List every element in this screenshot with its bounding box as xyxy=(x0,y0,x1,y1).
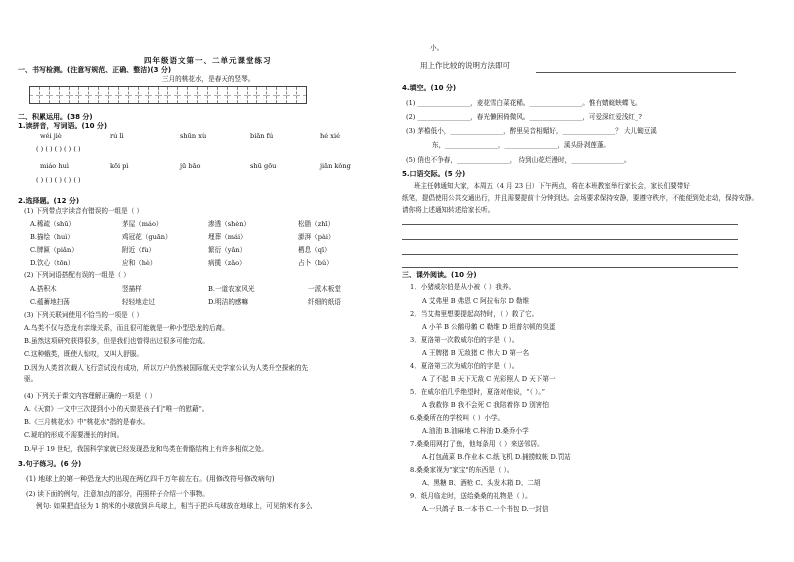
reading-q3-options: A 王牌猪 B 无敌猪 C 伟大 D 第一名 xyxy=(422,349,530,357)
option: 栖息（qī） xyxy=(298,246,331,254)
q3-heading: 3.句子练习。(6 分) xyxy=(18,460,82,468)
option: 繁衍（yǎn） xyxy=(208,246,247,254)
section3-heading: 三、课外阅读。(10 分) xyxy=(402,271,477,279)
q5-heading: 5.口语交际。(5 分) xyxy=(402,170,466,178)
reading-q5: 5．在威尔伯几乎绝望时，夏洛对他说，“（ ）。” xyxy=(410,388,546,396)
q2-4-D: D.早于 19 世纪，我国科学家就已经发现恐龙和鸟类在骨骼结构上有许多相似之处。 xyxy=(24,445,268,453)
reading-q5-options: A 我救你 B 我不会死 C 我陪着你 D 别害怕 xyxy=(422,401,549,409)
pinyin-item: miáo huì xyxy=(40,162,69,170)
q3-1: (1) 地球上的第一种恐龙大约出现在两亿四千万年前左右。(用修改符号修改病句) xyxy=(26,475,275,483)
pinyin-item: biān fú xyxy=(250,132,274,140)
q5-text-2: 纸笔，提倡使用公共交通出行，并且需要提前十分钟到达。会场要求保持安静，要遵守秩序，不能便到处走动，保持安静。 xyxy=(402,194,759,202)
q5-text-3: 请你将上述通知转述给家长听。 xyxy=(402,206,495,214)
option: 松脂（zhī） xyxy=(298,220,335,228)
answer-brackets-2[interactable]: ( ) ( ) ( ) ( ) ( ) xyxy=(36,176,81,184)
copy-text: 三月的桃花水，是春天的竖琴。 xyxy=(162,75,255,83)
option: 渗透（shèn） xyxy=(208,220,251,228)
reading-q1: 1．小猪威尔伯是从小被（ ）我养。 xyxy=(410,283,516,291)
writing-grid[interactable] xyxy=(29,86,307,104)
option: B.描绘（huì） xyxy=(30,233,74,241)
option: 轻轻地走过 xyxy=(122,298,155,306)
answer-line[interactable] xyxy=(402,224,738,225)
q2-heading: 2.选择题。(12 分) xyxy=(18,197,80,205)
q2-1-stem: (1) 下列带点字读音有错误的一组是（ ） xyxy=(24,207,144,215)
q4-heading: 4.填空。(10 分) xyxy=(402,84,457,92)
q2-4-A: A.《天窗》一文中三次提到小小的天窗是孩子们"唯一的慰藉"。 xyxy=(24,405,209,413)
answer-line[interactable] xyxy=(536,72,736,73)
section1-heading: 一、书写检测。(注意写规范、正确、整洁)(3 分) xyxy=(18,66,172,74)
option: D.饮心（tōn） xyxy=(30,259,75,267)
reading-q7: 7.桑桑用网打了鱼，他每条用（ ）来送邻居。 xyxy=(410,440,544,448)
reading-q1-options: A 艾弗里 B 弗恩 C 阿拉布尔 D 勒维 xyxy=(422,297,530,305)
option: 纤细的纸语 xyxy=(308,298,341,306)
q2-3-D-line2: 驱。 xyxy=(24,375,38,383)
q2-1-row xyxy=(30,220,368,228)
q2-2-row xyxy=(30,298,378,306)
option: 占卜（bǔ） xyxy=(298,259,333,267)
pinyin-item: shū gōu xyxy=(250,162,277,170)
reading-q4-options: A 了不起 B 天下无敌 C 光彩照人 D 天下第一 xyxy=(422,375,556,383)
pinyin-row-1 xyxy=(40,132,380,140)
q2-4-C: C.琥珀的形成不需要漫长的时间。 xyxy=(24,431,124,439)
option: 一派木板堂 xyxy=(308,285,341,293)
q2-1-row xyxy=(30,259,368,267)
pinyin-item: jū bāo xyxy=(180,162,201,170)
option: 茅屋（máo） xyxy=(122,220,163,228)
reading-q6-options: A.油油 B.油麻地 C.梓油 D.桑乔小学 xyxy=(422,427,529,435)
q4-3: (3) 茅檐低小，________________，醉里吴音相媚好，________________？ 大儿锄豆溪 xyxy=(406,127,657,135)
q4-1: (1) ________________，麦花雪白菜花稀。________________。惟有蜻蜓蛱蝶飞。 xyxy=(406,99,642,107)
option: 澎湃（pài） xyxy=(298,233,335,241)
q3-example-line2: 小。 xyxy=(430,44,444,52)
reading-q8: 8.桑桑家视为"家宝"的东西是（ ）。 xyxy=(410,466,514,474)
reading-q3: 3．夏洛第一次救威尔伯的字是（ ）。 xyxy=(410,336,519,344)
option: 竖描样 xyxy=(122,285,142,293)
q2-3-D-line1: D.因为人类首次载人飞行尝试没有成功，所以万户仍然被国际航天史学家公认为人类升空探索的先 xyxy=(24,364,309,372)
q2-3-C: C.这种蛾类，既使人惊叹，又叫人舒服。 xyxy=(24,350,143,358)
answer-line[interactable] xyxy=(402,267,738,268)
q2-3-stem: (3) 下列关联词使用不恰当的一项是（ ） xyxy=(24,311,144,319)
answer-line[interactable] xyxy=(402,239,738,240)
q2-3-A: A.鸟类不仅与恐龙有亲缘关系，而且很可能就是一种小型恐龙的后裔。 xyxy=(24,324,229,332)
section2-heading: 二、积累运用。(38 分) xyxy=(18,113,93,121)
option: B.一道农家风光 xyxy=(208,285,255,293)
q4-3b: 东，________________，________________，溪头卧剥莲蓬。 xyxy=(432,141,611,149)
pinyin-item: jiān kǒng xyxy=(320,162,351,170)
pinyin-item: hé xié xyxy=(320,132,340,140)
pinyin-item: kōi pì xyxy=(110,162,129,170)
q4-2: (2) ________________，春光懒困倚微风。________________，可爱深红爱浅红_? xyxy=(406,113,642,121)
option: A.搭积木 xyxy=(30,285,57,293)
option: A.稀疏（shū） xyxy=(30,220,76,228)
option: 埋葬（mái） xyxy=(208,233,247,241)
q3-example-line1: 例句: 如果把直径为 1 纳米的小球放到乒乓球上，相当于把乒乓球放在地球上，可见纳米有多么 xyxy=(36,502,313,510)
pinyin-row-2 xyxy=(40,162,380,170)
reading-q2-options: A 小羊 B 公鹅母鹅 C 勒维 D 坦普尔顿的臭蛋 xyxy=(422,323,556,331)
q2-2-row xyxy=(30,285,378,293)
reading-q2: 2．当艾弗里想要提起高特时，（ ）救了它。 xyxy=(410,310,539,318)
reading-q4: 4．夏洛第三次为威尔伯的字是（ ）。 xyxy=(410,362,519,370)
q2-1-row xyxy=(30,246,368,254)
q1-heading: 1.读拼音，写词语。(10 分) xyxy=(18,122,108,130)
q4-5: (5) 俏也不争春，________________， 待到山花烂漫时，________________。 xyxy=(406,156,631,164)
q2-4-B: B.《三月桃花水》中"桃花水"指的是春水。 xyxy=(24,418,150,426)
reading-q9-options: A.一只鸽子 B.一本书 C.一个书包 D.一封信 xyxy=(422,505,549,513)
pinyin-item: wéi jiè xyxy=(40,132,62,140)
page-title: 四年级语文第一、二单元课堂练习 xyxy=(144,56,272,65)
q2-1-row xyxy=(30,233,368,241)
reading-q7-options: A.打包蔬菜 B.作业本 C.纸飞机 D.捕捞蚊帐 D.罚站 xyxy=(422,453,571,461)
reading-q8-options: A、黑糖 B、酒枪 C、头发木箱 D、二胡 xyxy=(422,479,541,487)
pinyin-item: shūn xù xyxy=(180,132,207,140)
option: 应和（hè） xyxy=(122,259,157,267)
q2-4-stem: (4) 下列关于课文内容理解正确的一项是（ ） xyxy=(24,392,157,400)
option: 附近（fù） xyxy=(122,246,156,254)
option: 病揽（zǎo） xyxy=(208,259,246,267)
method-hint: 用上作比较的说明方法即可 xyxy=(420,61,510,70)
option: C.蕴蓄地扫荡 xyxy=(30,298,70,306)
option: D.明洁的感嘛 xyxy=(208,298,249,306)
option: C.牌匾（piǎn） xyxy=(30,246,78,254)
reading-q6: 6.桑桑所在的学校叫（ ）小学。 xyxy=(410,414,505,422)
answer-line[interactable] xyxy=(402,254,738,255)
q3-2: (2) 读下面的例句，注意加点的部分，再照样子介绍一个事物。 xyxy=(26,490,209,498)
q5-text-1: 班主任韩通知大家，本周五（4 月 23 日）下午两点，将在本班教室举行家长会，家长们要带好 xyxy=(414,182,691,190)
pinyin-item: rú lì xyxy=(110,132,124,140)
reading-q9: 9．纸月临走时，送给桑桑的礼物是（ ）。 xyxy=(410,492,532,500)
q2-3-B: B.虽然这项研究获得很多，但是我们也曾得出过很多可能完成。 xyxy=(24,337,209,345)
option: 鸡冠花（guān） xyxy=(122,233,172,241)
q2-2-stem: (2) 下列词语搭配有误的一组是（ ） xyxy=(24,271,130,279)
answer-brackets-1[interactable]: ( ) ( ) ( ) ( ) ( ) xyxy=(36,145,81,153)
